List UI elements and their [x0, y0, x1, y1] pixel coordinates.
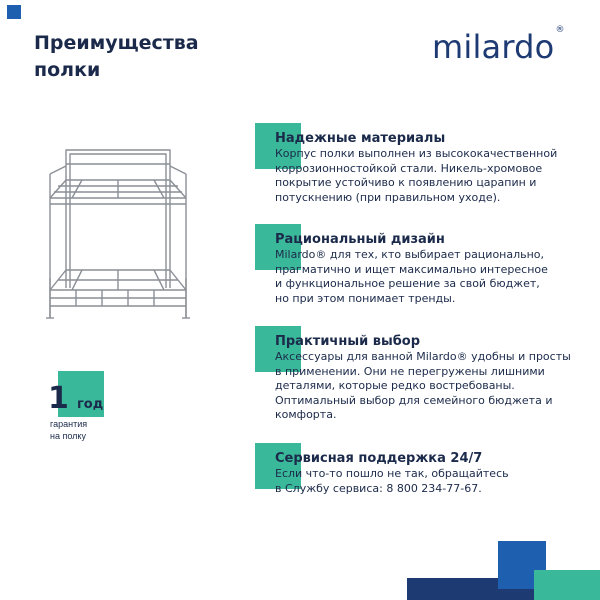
brand-logo-text: milardo — [432, 28, 555, 66]
feature-line: потускнению (при правильном уходе). — [275, 190, 501, 204]
registered-mark: ® — [555, 25, 565, 36]
page-title — [34, 30, 234, 84]
feature-practical — [275, 334, 575, 423]
brand-logo — [432, 25, 565, 66]
warranty-number: 1 — [48, 381, 69, 416]
feature-title: Практичный выбор — [275, 334, 421, 349]
feature-line: Оптимальный выбор для семейного бюджета и — [275, 393, 553, 407]
feature-design — [275, 232, 575, 306]
corner-accent-square — [7, 5, 21, 19]
feature-line: Если что-то пошло не так, обращайтесь — [275, 467, 509, 480]
feature-support — [275, 451, 575, 496]
footer-teal-block — [534, 570, 600, 600]
feature-line: коррозионностойкой стали. Никель-хромовое — [275, 161, 543, 175]
feature-line: деталями, которые редко востребованы. — [275, 379, 515, 393]
warranty-unit: год — [77, 397, 104, 412]
feature-text — [275, 467, 575, 496]
feature-text — [275, 248, 575, 306]
feature-line: Корпус полки выполнен из высококачественной — [275, 147, 558, 160]
feature-line: в применении. Они не перегружены лишними — [275, 364, 545, 378]
feature-title: Рациональный дизайн — [275, 232, 445, 247]
page-title-line2: полки — [34, 59, 101, 81]
feature-line: Аксессуары для ванной Milardo® удобны и просты — [275, 350, 571, 363]
warranty-caption-line1: гарантия — [50, 419, 88, 429]
feature-line: в Службу сервиса: 8 800 234-77-67. — [275, 481, 482, 495]
feature-line: комфорта. — [275, 408, 337, 422]
feature-line: покрытие устойчиво к появлению царапин и — [275, 176, 537, 190]
feature-line: но при этом понимает тренды. — [275, 291, 456, 305]
feature-text — [275, 350, 575, 423]
feature-materials — [275, 131, 575, 205]
feature-line: прагматично и ищет максимально интересное — [275, 262, 548, 276]
feature-title: Сервисная поддержка 24/7 — [275, 451, 483, 466]
feature-line: Milardo® для тех, кто выбирает рационально, — [275, 248, 545, 261]
feature-text — [275, 147, 575, 205]
warranty-caption — [50, 418, 110, 442]
warranty-caption-line2: на полку — [50, 431, 86, 441]
feature-line: и функциональное решение за свой бюджет, — [275, 277, 540, 291]
product-image-wire-shelf — [42, 140, 202, 330]
feature-title: Надежные материалы — [275, 131, 446, 146]
page-title-line1: Преимущества — [34, 32, 199, 54]
